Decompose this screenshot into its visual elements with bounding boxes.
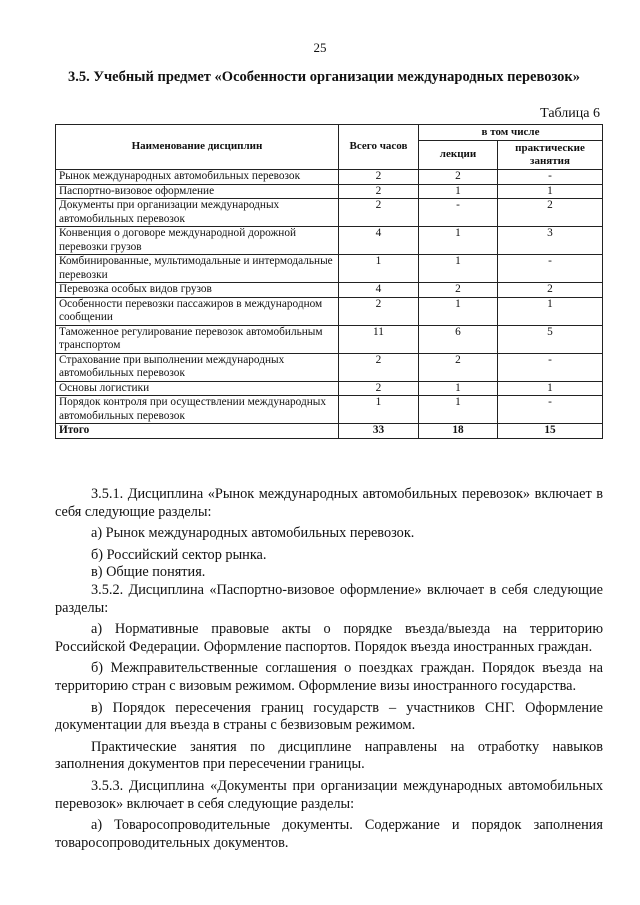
total-hours: 4 — [339, 283, 419, 298]
table-row — [56, 325, 603, 353]
paragraph: Практические занятия по дисциплине направлены на отработку навыков заполнения документов при пересечении границы. — [55, 738, 603, 773]
practice-hours: 2 — [498, 199, 603, 227]
discipline-name: Перевозка особых видов грузов — [56, 283, 339, 298]
table-row — [56, 199, 603, 227]
lecture-hours: 1 — [419, 381, 498, 396]
total-hours: 2 — [339, 381, 419, 396]
table-row — [56, 283, 603, 298]
table-label: Таблица 6 — [540, 106, 600, 121]
paragraph: а) Рынок международных автомобильных перевозок. — [91, 525, 415, 542]
lecture-hours: 6 — [419, 325, 498, 353]
page-number: 25 — [313, 40, 327, 55]
disciplines-table — [55, 124, 603, 439]
practice-hours: 3 — [498, 227, 603, 255]
paragraph: б) Российский сектор рынка. — [91, 546, 267, 563]
table-row — [56, 255, 603, 283]
paragraph: б) Межправительственные соглашения о поездках граждан. Порядок въезда на территорию стран с визовым режимом. Оформление визы иностранного государства. — [55, 660, 603, 694]
discipline-name: Комбинированные, мультимодальные и интермодальные перевозки — [56, 255, 339, 283]
discipline-name: Особенности перевозки пассажиров в международном сообщении — [56, 297, 339, 325]
header-lectures: лекции — [419, 141, 498, 170]
paragraph: 3.5.1. Дисциплина «Рынок международных автомобильных перевозок» включает в себя следующие разделы: — [55, 486, 603, 520]
discipline-name: Рынок международных автомобильных перевозок — [56, 170, 339, 185]
lecture-hours: 1 — [419, 184, 498, 199]
table-row — [56, 227, 603, 255]
practice-hours: 1 — [498, 297, 603, 325]
paragraph: в) Общие понятия. — [91, 564, 206, 581]
total-hours: 2 — [339, 199, 419, 227]
paragraph: а) Нормативные правовые акты о порядке въезда/выезда на территорию Российской Федерации. Оформление паспортов. Порядок въезда иностранных граждан. — [55, 621, 603, 655]
table-row — [56, 353, 603, 381]
lecture-hours: 1 — [419, 297, 498, 325]
header-total-hours: Всего часов — [339, 125, 419, 170]
total-row — [56, 424, 603, 439]
total-hours: 11 — [339, 325, 419, 353]
table-row — [56, 297, 603, 325]
practice-hours: - — [498, 396, 603, 424]
lecture-hours: 2 — [419, 170, 498, 185]
discipline-name: Паспортно-визовое оформление — [56, 184, 339, 199]
practice-hours: 1 — [498, 184, 603, 199]
paragraph: а) Товаросопроводительные документы. Содержание и порядок заполнения товаросопроводительных документов. — [55, 817, 603, 851]
practice-hours: - — [498, 255, 603, 283]
discipline-name: Таможенное регулирование перевозок автомобильным транспортом — [56, 325, 339, 353]
total-hours: 1 — [339, 255, 419, 283]
table-row — [56, 381, 603, 396]
total-label: Итого — [56, 424, 339, 439]
header-practice: практические занятия — [498, 141, 603, 170]
paragraph: в) Порядок пересечения границ государств – участников СНГ. Оформление документации для въезда в страны с безвизовым режимом. — [55, 699, 603, 734]
lecture-hours: - — [419, 199, 498, 227]
total-hours: 2 — [339, 353, 419, 381]
total-hours: 1 — [339, 396, 419, 424]
section-title: 3.5. Учебный предмет «Особенности организации международных перевозок» — [67, 69, 581, 85]
header-discipline-name: Наименование дисциплин — [56, 125, 339, 170]
discipline-name: Конвенция о договоре международной дорожной перевозки грузов — [56, 227, 339, 255]
lecture-hours: 1 — [419, 255, 498, 283]
total-hours: 2 — [339, 297, 419, 325]
lecture-hours: 2 — [419, 283, 498, 298]
total-hours: 2 — [339, 184, 419, 199]
total-hours: 2 — [339, 170, 419, 185]
practice-hours: 2 — [498, 283, 603, 298]
discipline-name: Основы логистики — [56, 381, 339, 396]
body-text — [55, 486, 603, 852]
discipline-name: Страхование при выполнении международных автомобильных перевозок — [56, 353, 339, 381]
practice-hours-sum: 15 — [498, 424, 603, 439]
lecture-hours: 2 — [419, 353, 498, 381]
practice-hours: 5 — [498, 325, 603, 353]
table-row — [56, 184, 603, 199]
table-row — [56, 396, 603, 424]
practice-hours: - — [498, 170, 603, 185]
discipline-name: Документы при организации международных автомобильных перевозок — [56, 199, 339, 227]
lecture-hours: 1 — [419, 396, 498, 424]
paragraph: 3.5.3. Дисциплина «Документы при организации международных автомобильных перевозок» включает в себя следующие разделы: — [55, 777, 603, 812]
lecture-hours-sum: 18 — [419, 424, 498, 439]
table-row — [56, 170, 603, 185]
paragraph: 3.5.2. Дисциплина «Паспортно-визовое оформление» включает в себя следующие разделы: — [55, 581, 603, 616]
practice-hours: 1 — [498, 381, 603, 396]
practice-hours: - — [498, 353, 603, 381]
lecture-hours: 1 — [419, 227, 498, 255]
total-hours-sum: 33 — [339, 424, 419, 439]
header-including: в том числе — [419, 125, 603, 141]
discipline-name: Порядок контроля при осуществлении международных автомобильных перевозок — [56, 396, 339, 424]
total-hours: 4 — [339, 227, 419, 255]
